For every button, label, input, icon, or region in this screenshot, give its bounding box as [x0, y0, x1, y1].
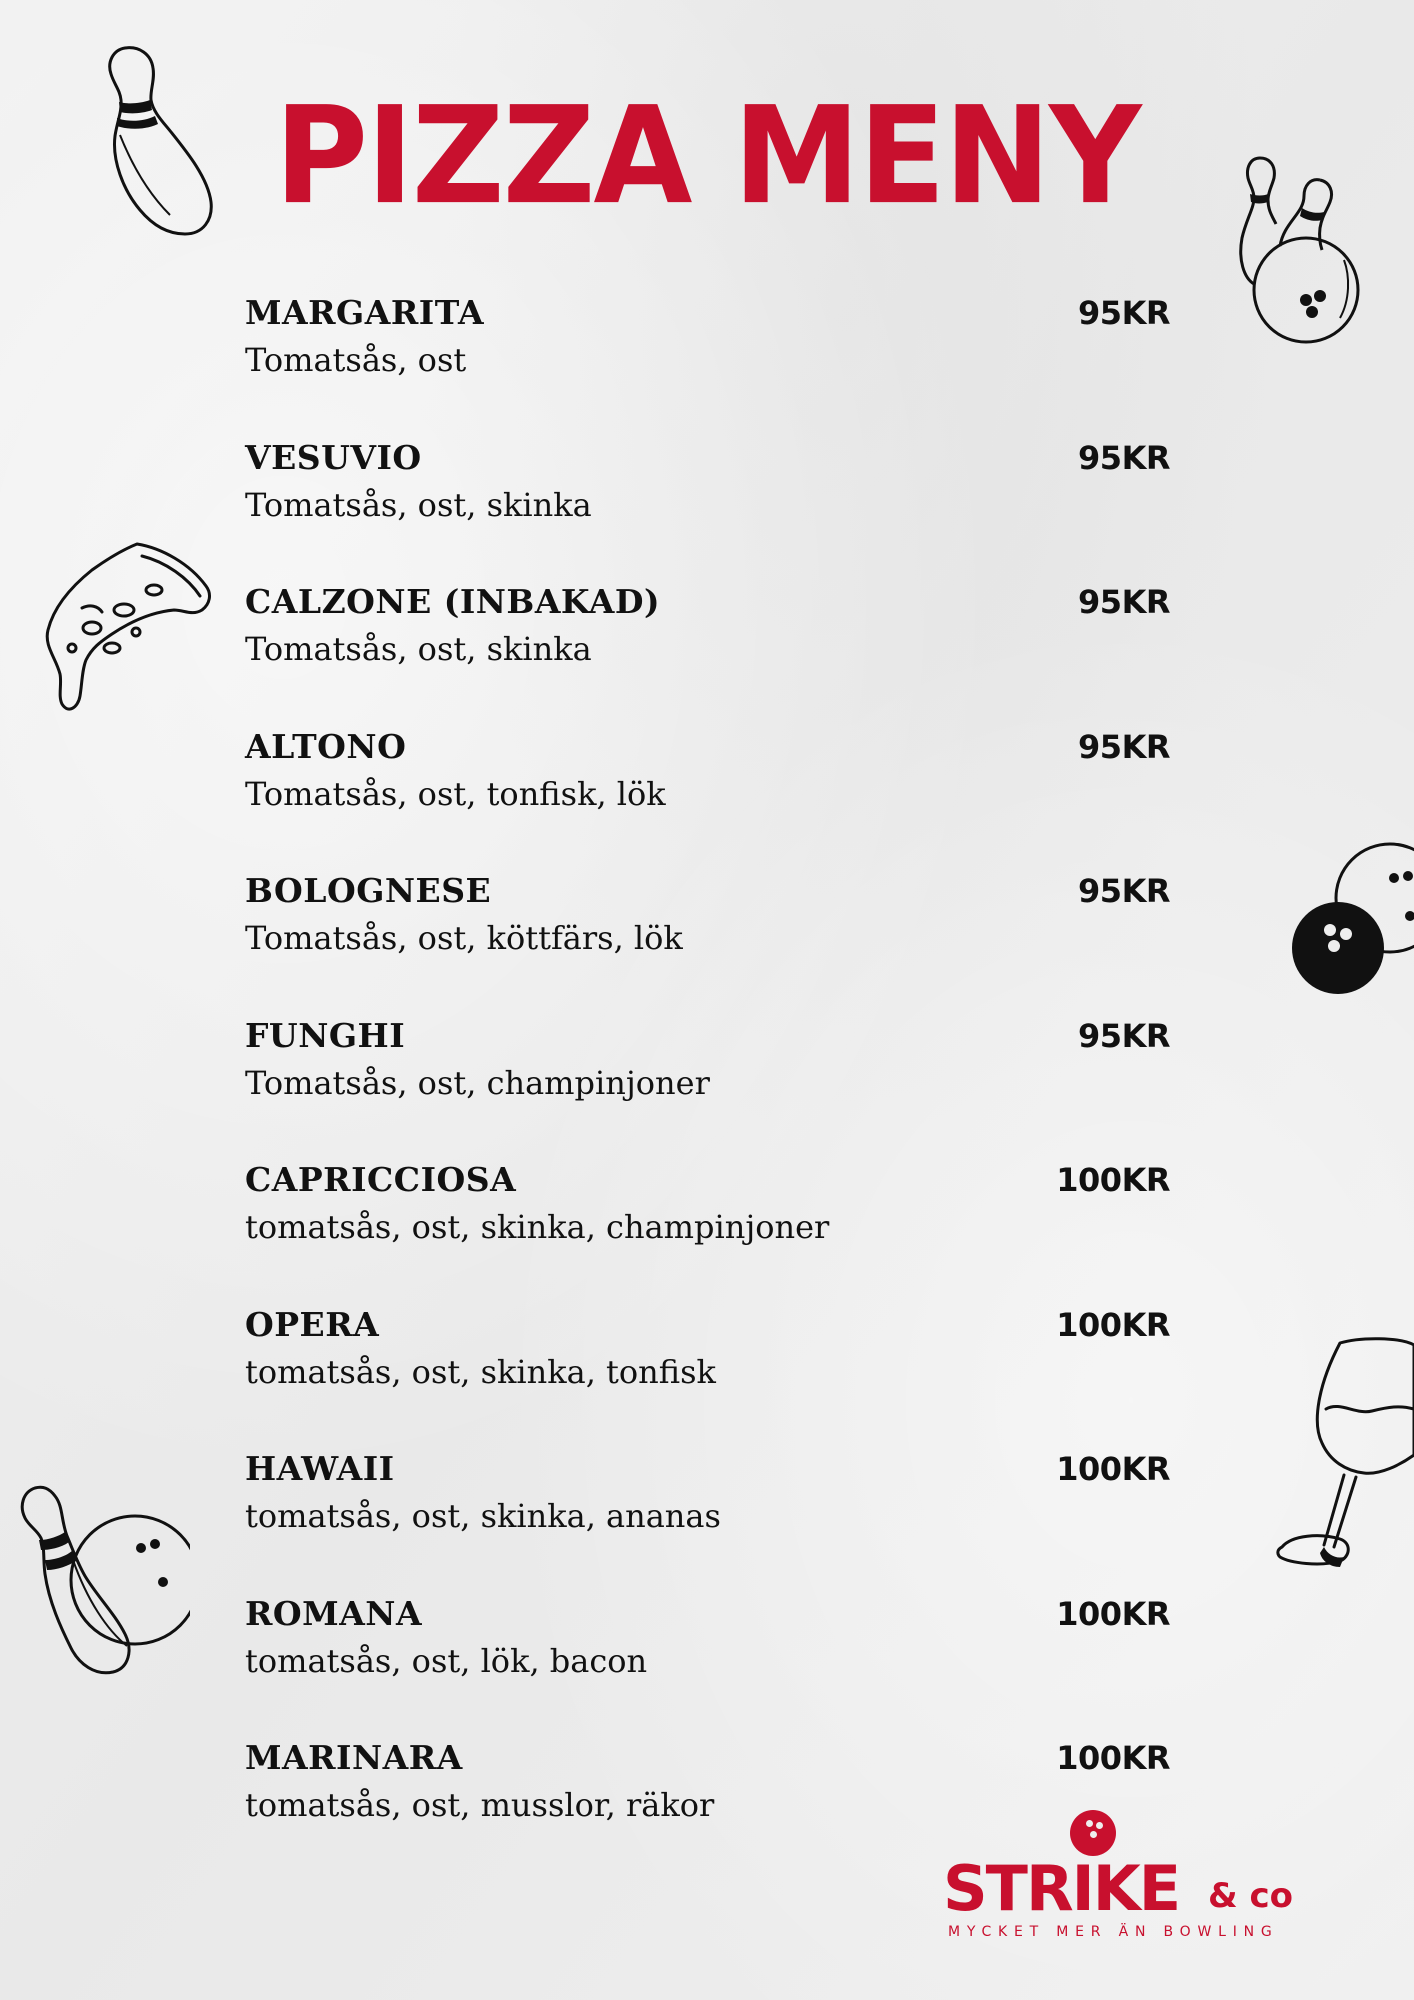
menu-item-hawaii	[245, 1446, 1170, 1591]
item-name: ALTONO	[245, 726, 407, 766]
item-price: 95KR	[1078, 583, 1170, 621]
item-name: MARGARITA	[245, 293, 485, 332]
item-name: FUNGHI	[245, 1015, 406, 1055]
wine-glass-icon	[1260, 1335, 1414, 1595]
logo-tagline: MYCKET MER ÄN BOWLING	[948, 1924, 1279, 1940]
item-name: CALZONE (INBAKAD)	[245, 582, 661, 621]
item-name: OPERA	[245, 1304, 380, 1344]
item-name: CAPRICCIOSA	[245, 1160, 517, 1199]
item-description: tomatsås, ost, skinka, champinjoner	[245, 1208, 830, 1246]
menu-item-romana	[245, 1591, 1170, 1736]
bowling-pins-and-ball-icon	[1210, 150, 1370, 350]
item-name: ROMANA	[245, 1593, 423, 1633]
menu-item-altono	[245, 724, 1170, 869]
menu-item-capricciosa	[245, 1157, 1170, 1302]
logo-wordmark: STRIKE	[943, 1852, 1180, 1925]
bowling-pin-and-ball-icon	[15, 1480, 190, 1680]
item-price: 95KR	[1078, 294, 1170, 332]
item-description: Tomatsås, ost, tonfisk, lök	[245, 774, 666, 813]
item-price: 95KR	[1078, 1016, 1170, 1055]
menu-item-calzone	[245, 579, 1170, 724]
menu-item-bolognese	[245, 868, 1170, 1013]
item-description: Tomatsås, ost, skinka	[245, 630, 592, 668]
menu-item-opera	[245, 1302, 1170, 1447]
item-price: 95KR	[1078, 872, 1170, 910]
item-description: tomatsås, ost, skinka, tonfisk	[245, 1352, 716, 1391]
menu-item-funghi	[245, 1013, 1170, 1158]
item-description: tomatsås, ost, skinka, ananas	[245, 1497, 721, 1535]
pizza-menu-list	[245, 290, 1170, 1880]
item-name: HAWAII	[245, 1449, 395, 1488]
item-price: 100KR	[1056, 1305, 1170, 1344]
bowling-pin-icon	[95, 40, 225, 245]
item-description: Tomatsås, ost, champinjoner	[245, 1063, 710, 1102]
item-name: BOLOGNESE	[245, 871, 492, 910]
bowling-balls-icon	[1290, 840, 1414, 1000]
item-price: 100KR	[1056, 1594, 1170, 1633]
item-description: tomatsås, ost, lök, bacon	[245, 1641, 648, 1680]
item-description: Tomatsås, ost, köttfärs, lök	[245, 919, 683, 957]
item-description: Tomatsås, ost	[245, 341, 467, 379]
menu-item-margarita	[245, 290, 1170, 435]
menu-item-vesuvio	[245, 435, 1170, 580]
item-price: 95KR	[1078, 727, 1170, 766]
page-title: PIZZA MENY	[274, 78, 1140, 235]
pizza-slice-icon	[42, 538, 217, 718]
item-description: Tomatsås, ost, skinka	[245, 485, 592, 524]
item-price: 95KR	[1078, 438, 1170, 477]
item-description: tomatsås, ost, musslor, räkor	[245, 1786, 715, 1824]
item-price: 100KR	[1056, 1450, 1170, 1488]
bowling-ball-icon	[1070, 1810, 1116, 1856]
item-name: VESUVIO	[245, 437, 422, 477]
item-price: 100KR	[1056, 1161, 1170, 1199]
item-name: MARINARA	[245, 1738, 463, 1777]
item-price: 100KR	[1056, 1739, 1170, 1777]
logo-suffix: & co	[1208, 1876, 1293, 1916]
strike-logo	[940, 1810, 1310, 1945]
